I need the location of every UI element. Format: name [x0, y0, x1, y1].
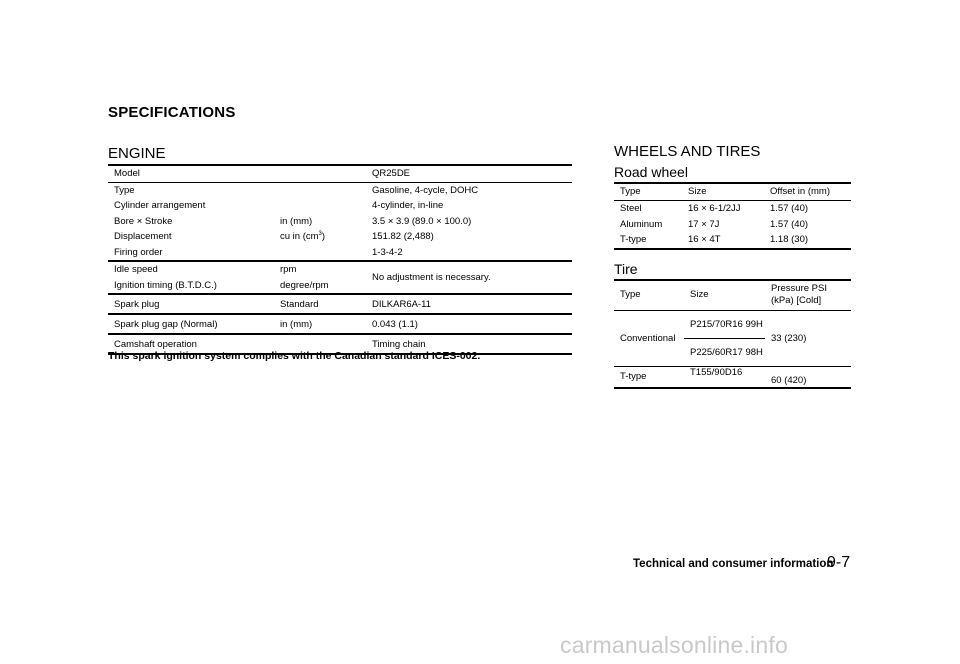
spec-unit: Standard: [274, 294, 366, 314]
spec-label: Bore × Stroke: [114, 215, 173, 227]
table-row: [614, 311, 851, 339]
tire-size: T155/90D16: [684, 367, 765, 389]
spec-unit: [274, 198, 366, 214]
table-row: [108, 182, 572, 198]
engine-heading: ENGINE: [108, 145, 166, 162]
column-header: Type: [614, 183, 682, 201]
tire-size: P225/60R17 98H: [684, 339, 765, 367]
table-cell: 1.18 (30): [764, 232, 851, 249]
table-row: [108, 245, 572, 262]
spec-label: Model: [114, 168, 140, 180]
tire-pressure: 60 (420): [765, 367, 851, 389]
spec-value: 0.043 (1.1): [366, 314, 572, 334]
spec-value: Timing chain: [366, 334, 572, 354]
spec-value: 3.5 × 3.9 (89.0 × 100.0): [372, 215, 472, 227]
road-wheel-heading: Road wheel: [614, 164, 688, 180]
table-cell: 1.57 (40): [770, 203, 809, 215]
table-cell: 16 × 6-1/2JJ: [688, 203, 741, 215]
table-cell: Steel: [620, 203, 642, 215]
table-row: [108, 166, 572, 182]
table-row: [108, 261, 572, 278]
spec-label: Spark plug: [108, 294, 274, 314]
road-wheel-table: [614, 183, 851, 250]
spec-label: Spark plug gap (Normal): [108, 314, 274, 334]
spec-label: Idle speed: [114, 264, 158, 276]
column-header: Size: [682, 183, 764, 201]
spec-unit: degree/rpm: [274, 278, 366, 295]
spec-label: Cylinder arrangement: [114, 200, 206, 212]
engine-spec-table: [108, 166, 572, 355]
table-row: [614, 201, 851, 217]
table-cell: 16 × 4T: [682, 232, 764, 249]
table-row: [108, 294, 572, 314]
spec-value: 4-cylinder, in-line: [372, 200, 444, 212]
table-cell: T-type: [614, 232, 682, 249]
column-header: Pressure PSI (kPa) [Cold]: [765, 280, 851, 311]
spec-value: No adjustment is necessary.: [366, 261, 572, 294]
tire-pressure: 33 (230): [765, 311, 851, 367]
tire-type: T-type: [614, 367, 684, 389]
table-cell: 1.57 (40): [770, 218, 809, 230]
spec-value: Gasoline, 4-cycle, DOHC: [366, 182, 572, 198]
spec-unit: [274, 182, 366, 198]
tire-heading: Tire: [614, 261, 638, 277]
spec-unit: [274, 245, 366, 262]
footer-section-name: Technical and consumer information: [633, 558, 834, 570]
spec-value: 151.82 (2,488): [372, 231, 434, 243]
table-cell: 17 × 7J: [688, 218, 720, 230]
spec-value: QR25DE: [372, 168, 411, 180]
spec-label: Firing order: [108, 245, 274, 262]
table-row: [108, 198, 572, 214]
table-row: [108, 214, 572, 230]
spec-label: Ignition timing (B.T.D.C.): [108, 278, 274, 295]
table-row: [108, 229, 572, 245]
page-section-title: SPECIFICATIONS: [108, 104, 236, 121]
spec-unit: rpm: [280, 264, 297, 276]
compliance-note: This spark ignition system complies with the Canadian standard ICES-002.: [108, 350, 481, 362]
table-row: [614, 217, 851, 233]
spec-unit: cu in $(cm^3)$: [280, 231, 326, 243]
spec-label: Camshaft operation: [108, 334, 274, 354]
spec-unit: [274, 166, 366, 182]
spec-label: Displacement: [114, 231, 172, 243]
spec-label: Type: [108, 182, 274, 198]
tire-table: [614, 280, 851, 389]
table-row: [614, 232, 851, 249]
table-row: [614, 367, 851, 389]
spec-value: 1-3-4-2: [366, 245, 572, 262]
column-header: Offset in (mm): [764, 183, 851, 201]
spec-value: DILKAR6A-11: [366, 294, 572, 314]
table-row: [108, 314, 572, 334]
table-cell: Aluminum: [620, 218, 663, 230]
spec-unit: in (mm): [280, 215, 313, 227]
wheels-tires-heading: WHEELS AND TIRES: [614, 143, 761, 160]
tire-size: P215/70R16 99H: [684, 311, 765, 339]
column-header: Type: [614, 280, 684, 311]
table-header-row: [614, 280, 851, 311]
spec-unit: in (mm): [274, 314, 366, 334]
column-header: Size: [684, 280, 765, 311]
page-number: 9-7: [827, 554, 851, 571]
table-header-row: [614, 183, 851, 201]
watermark: carmanualsonline.info: [560, 632, 788, 658]
tire-type: Conventional: [614, 311, 684, 367]
